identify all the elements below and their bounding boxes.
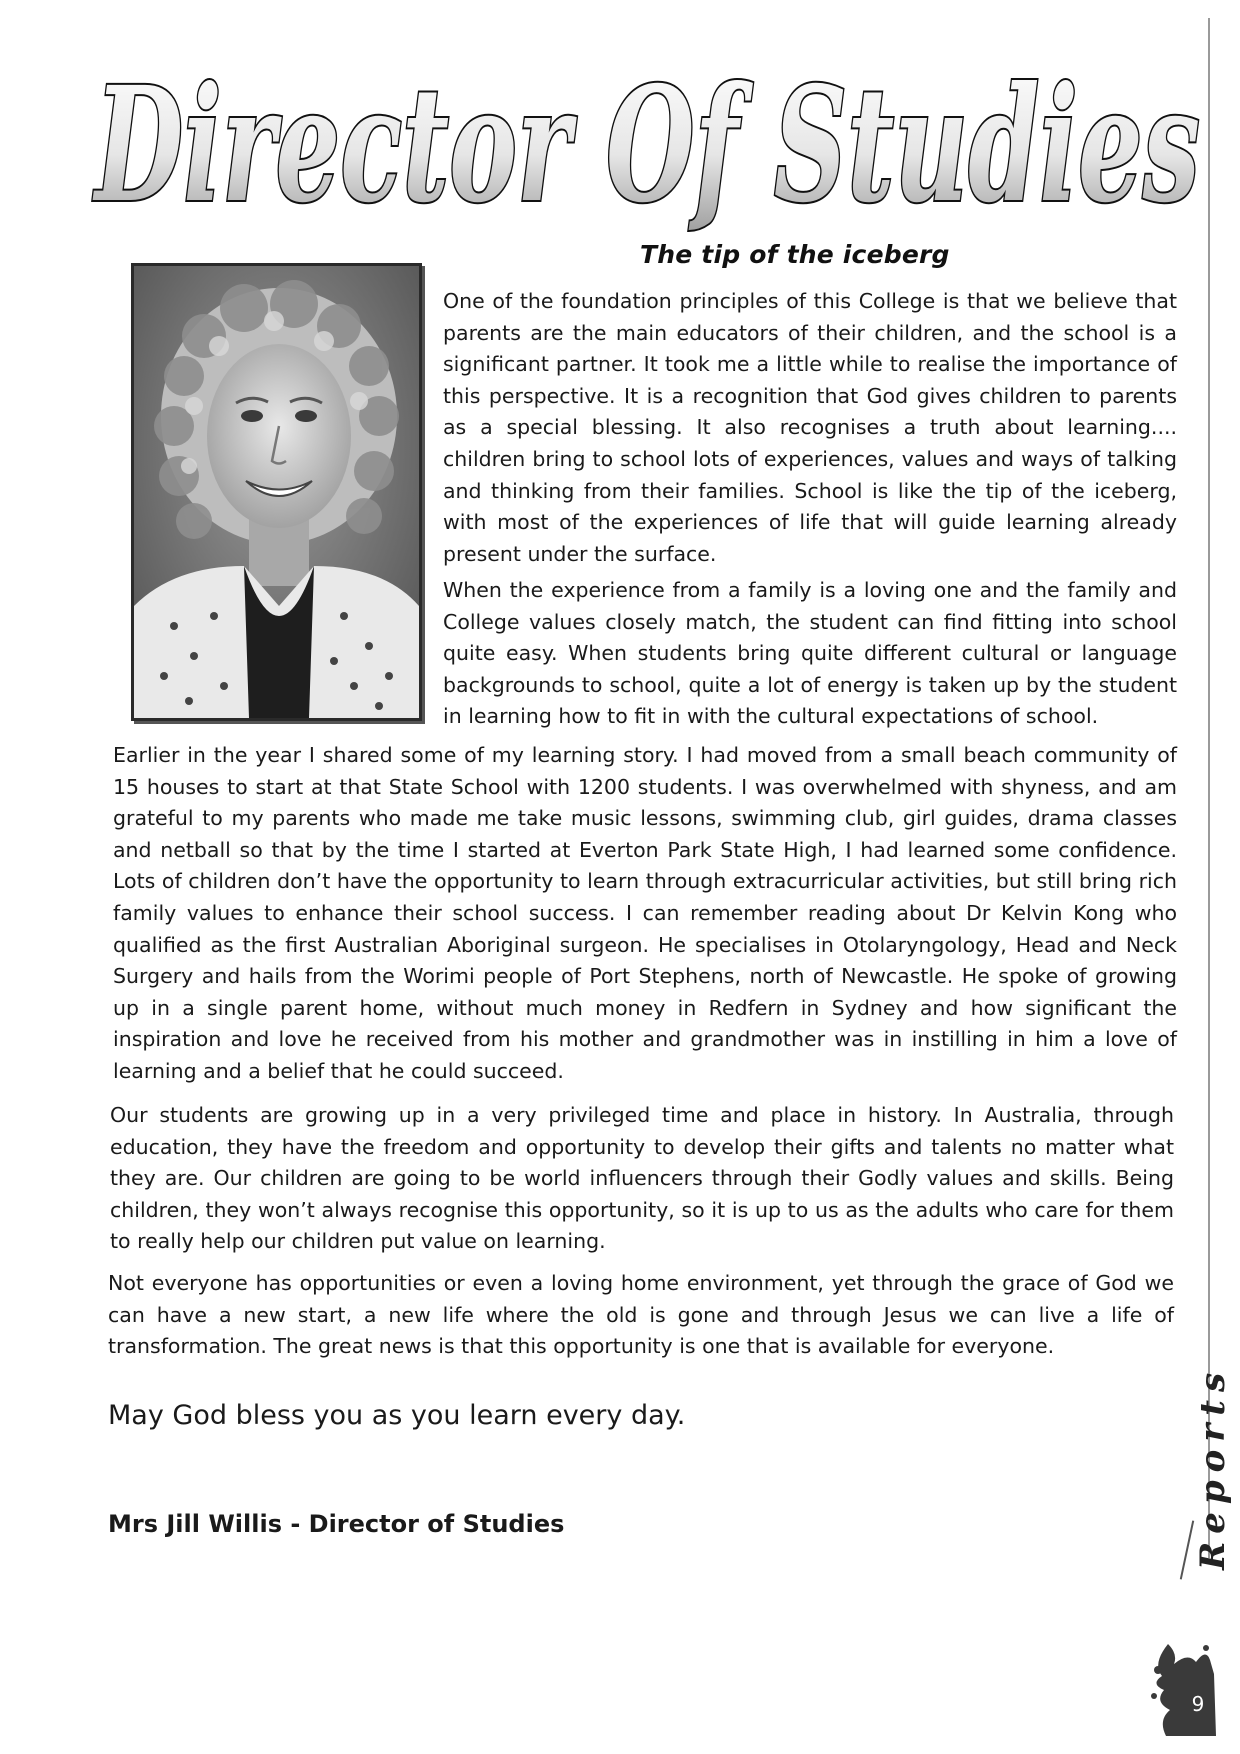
article-paragraph: Our students are growing up in a very privileged time and place in history. In Australia, through education, they have the freedom and opportunity to develop their gifts and talents no matter what they are. Our children are going to be world influencers through their Godly values and skills. Being children, they won’t always recognise this opportunity, so it is up to us as the adults who care for them to really help our children put value on learning. — [110, 1103, 1174, 1254]
page-border — [1208, 18, 1210, 1558]
author-signature: Mrs Jill Willis - Director of Studies — [108, 1510, 565, 1538]
page-title-text: Director Of Studies — [92, 53, 1200, 238]
section-tab — [1186, 1364, 1240, 1570]
page-number: 9 — [1191, 1692, 1205, 1716]
closing-blessing: May God bless you as you learn every day. — [108, 1400, 686, 1431]
subtitle: The tip of the iceberg — [640, 240, 950, 269]
page-number-badge — [1148, 1640, 1218, 1738]
article-paragraph: Not everyone has opportunities or even a loving home environment, yet through the grace of God we can have a new start, a new life where the old is gone and through Jesus we can live a life of transformation. The great news is that this opportunity is one that is available for everyone. — [108, 1271, 1174, 1359]
portrait-photo — [131, 263, 422, 721]
article-paragraph: One of the foundation principles of this College is that we believe that parents are the main educators of their children, and the school is a significant partner. It took me a little while to realise the importance of this perspective. It is a recognition that God gives children to parents as a special blessing. It also recognises a truth about learning.... children bring to school lots of experiences, values and ways of talking and thinking from their families. School is like the tip of the iceberg, with most of the experiences of life that will guide learning already present under the surface. — [443, 289, 1177, 566]
article-paragraph: When the experience from a family is a loving one and the family and College values closely match, the student can find fitting into school quite easy. When students bring quite different cultural or language backgrounds to school, quite a lot of energy is taken up by the student in learning how to fit in with the cultural expectations of school. — [443, 578, 1177, 729]
section-tab-label: Reports — [1193, 1364, 1233, 1570]
article-paragraph: Earlier in the year I shared some of my learning story. I had moved from a small beach community of 15 houses to start at that State School with 1200 students. I was overwhelmed with shyness, and am grateful to my parents who made me take music lessons, swimming club, girl guides, drama classes and netball so that by the time I started at Everton Park State High, I had learned some confidence. Lots of children don’t have the opportunity to learn through extracurricular activities, but still bring rich family values to enhance their school success. I can remember reading about Dr Kelvin Kong who qualified as the first Australian Aboriginal surgeon. He specialises in Otolaryngology, Head and Neck Surgery and hails from the Worimi people of Port Stephens, north of Newcastle. He spoke of growing up in a single parent home, without much money in Redfern in Sydney and how significant the inspiration and love he received from his mother and grandmother was in instilling in him a love of learning and a belief that he could succeed. — [113, 743, 1177, 1083]
page-title — [92, 20, 1205, 250]
